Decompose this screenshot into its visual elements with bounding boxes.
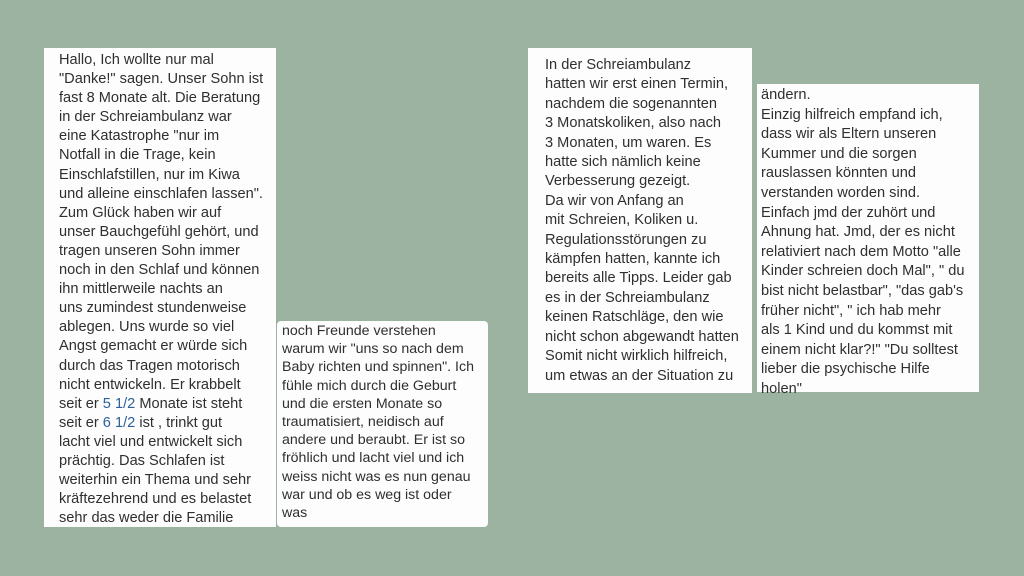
text-line: eine Katastrophe "nur im <box>59 128 220 145</box>
text-line: traumatisiert, neidisch auf <box>282 414 444 431</box>
text-line: warum wir "uns so nach dem <box>282 341 464 358</box>
text-line: Somit nicht wirklich hilfreich, <box>545 348 728 365</box>
text-line: um etwas an der Situation zu <box>545 367 734 384</box>
text-line: fast 8 Monate alt. Die Beratung <box>59 90 261 107</box>
text-line <box>59 414 276 433</box>
text-segment: seit er <box>59 395 103 412</box>
text-line: noch in den Schlaf und können <box>59 262 260 279</box>
text-line: in der Schreiambulanz war <box>59 109 232 126</box>
text-line: Kinder schreien doch Mal", " du <box>761 263 965 280</box>
message-screenshot-4 <box>757 84 979 397</box>
text-line: fühle mich durch die Geburt <box>282 377 457 394</box>
text-line: verstanden worden sind. <box>761 184 921 201</box>
text-line: Da wir von Anfang an <box>545 192 684 209</box>
text-line: bereits alle Tipps. Leider gab <box>545 270 732 287</box>
text-line: nicht schon abgewandt hatten <box>545 328 739 345</box>
text-line: 3 Monatskoliken, also nach <box>545 115 722 132</box>
text-line: weiterhin ein Thema und sehr <box>59 472 251 489</box>
text-line: und die ersten Monate so <box>282 395 443 412</box>
text-line: Verbesserung gezeigt. <box>545 173 691 190</box>
text-line: weiss nicht was es nun genau <box>282 468 471 485</box>
text-line: Hallo, Ich wollte nur mal <box>59 52 214 68</box>
text-line: lieber die psychische Hilfe <box>761 361 930 378</box>
text-line: früher nicht", " ich hab mehr <box>761 302 941 319</box>
text-segment: seit er <box>59 414 103 431</box>
text-line: Einschlafstillen, nur im Kiwa <box>59 166 240 183</box>
text-line: keinen Ratschläge, den wie <box>545 309 724 326</box>
text-line: noch Freunde verstehen <box>282 323 436 339</box>
text-line: Einzig hilfreich empfand ich, <box>761 106 943 123</box>
text-line: relativiert nach dem Motto "alle <box>761 243 961 260</box>
text-line <box>59 395 276 414</box>
text-line: unser Bauchgefühl gehört, und <box>59 223 259 240</box>
text-line: tragen unseren Sohn immer <box>59 242 240 259</box>
text-line: Baby richten und spinnen". Ich <box>282 359 474 376</box>
text-line: hatten wir erst einen Termin, <box>545 76 729 93</box>
text-line: ihn mittlerweile nachts an <box>59 281 223 298</box>
highlighted-number-link[interactable]: 5 1/2 <box>102 395 136 412</box>
text-line: war und ob es weg ist oder <box>282 486 452 503</box>
text-line: nicht entwickeln. Er krabbelt <box>59 376 241 393</box>
text-line: und alleine einschlafen lassen". <box>59 185 263 202</box>
text-line: Zum Glück haben wir auf <box>59 204 222 221</box>
text-line: Regulationsstörungen zu <box>545 231 707 248</box>
text-line: sehr das weder die Familie <box>59 510 234 527</box>
text-line: was <box>282 505 308 522</box>
text-line: nachdem die sogenannten <box>545 95 718 112</box>
text-line: einem nicht klar?!" "Du solltest <box>761 341 958 358</box>
text-line: lacht viel und entwickelt sich <box>59 433 243 450</box>
text-line: ablegen. Uns wurde so viel <box>59 319 235 336</box>
text-line: prächtig. Das Schlafen ist <box>59 452 225 469</box>
text-line: als 1 Kind und du kommst mit <box>761 322 953 339</box>
text-line: bist nicht belastbar", "das gab's <box>761 282 964 299</box>
text-line: kräftezehrend und es belastet <box>59 491 252 508</box>
message-screenshot-2 <box>277 321 488 527</box>
text-segment: Monate ist steht <box>135 395 243 412</box>
text-line: hatte sich nämlich keine <box>545 154 701 171</box>
text-line: rauslassen könnten und <box>761 165 916 182</box>
text-line: holen" <box>761 380 802 397</box>
text-line: fröhlich und lacht viel und ich <box>282 450 465 467</box>
text-line: uns zumindest stundenweise <box>59 300 247 317</box>
text-line: kämpfen hatten, kannte ich <box>545 251 721 268</box>
text-line: mit Schreien, Koliken u. <box>545 212 699 229</box>
text-line: durch das Tragen motorisch <box>59 357 240 374</box>
text-line: Kummer und die sorgen <box>761 145 917 162</box>
text-line: Notfall in die Trage, kein <box>59 147 216 164</box>
text-line: es in der Schreiambulanz <box>545 289 710 306</box>
text-segment: ist , trinkt gut <box>135 414 223 431</box>
message-screenshot-1 <box>44 48 276 527</box>
text-line: Angst gemacht er würde sich <box>59 338 248 355</box>
text-line: 3 Monaten, um waren. Es <box>545 134 712 151</box>
text-line: Einfach jmd der zuhört und <box>761 204 936 221</box>
text-line: "Danke!" sagen. Unser Sohn ist <box>59 71 264 88</box>
text-line: andere und beraubt. Er ist so <box>282 432 465 449</box>
highlighted-number-link[interactable]: 6 1/2 <box>102 414 136 431</box>
text-line: In der Schreiambulanz <box>545 57 692 73</box>
text-line: dass wir als Eltern unseren <box>761 126 937 143</box>
text-line: Ahnung hat. Jmd, der es nicht <box>761 224 955 241</box>
text-line: ändern. <box>761 87 811 103</box>
message-screenshot-3 <box>528 48 752 393</box>
